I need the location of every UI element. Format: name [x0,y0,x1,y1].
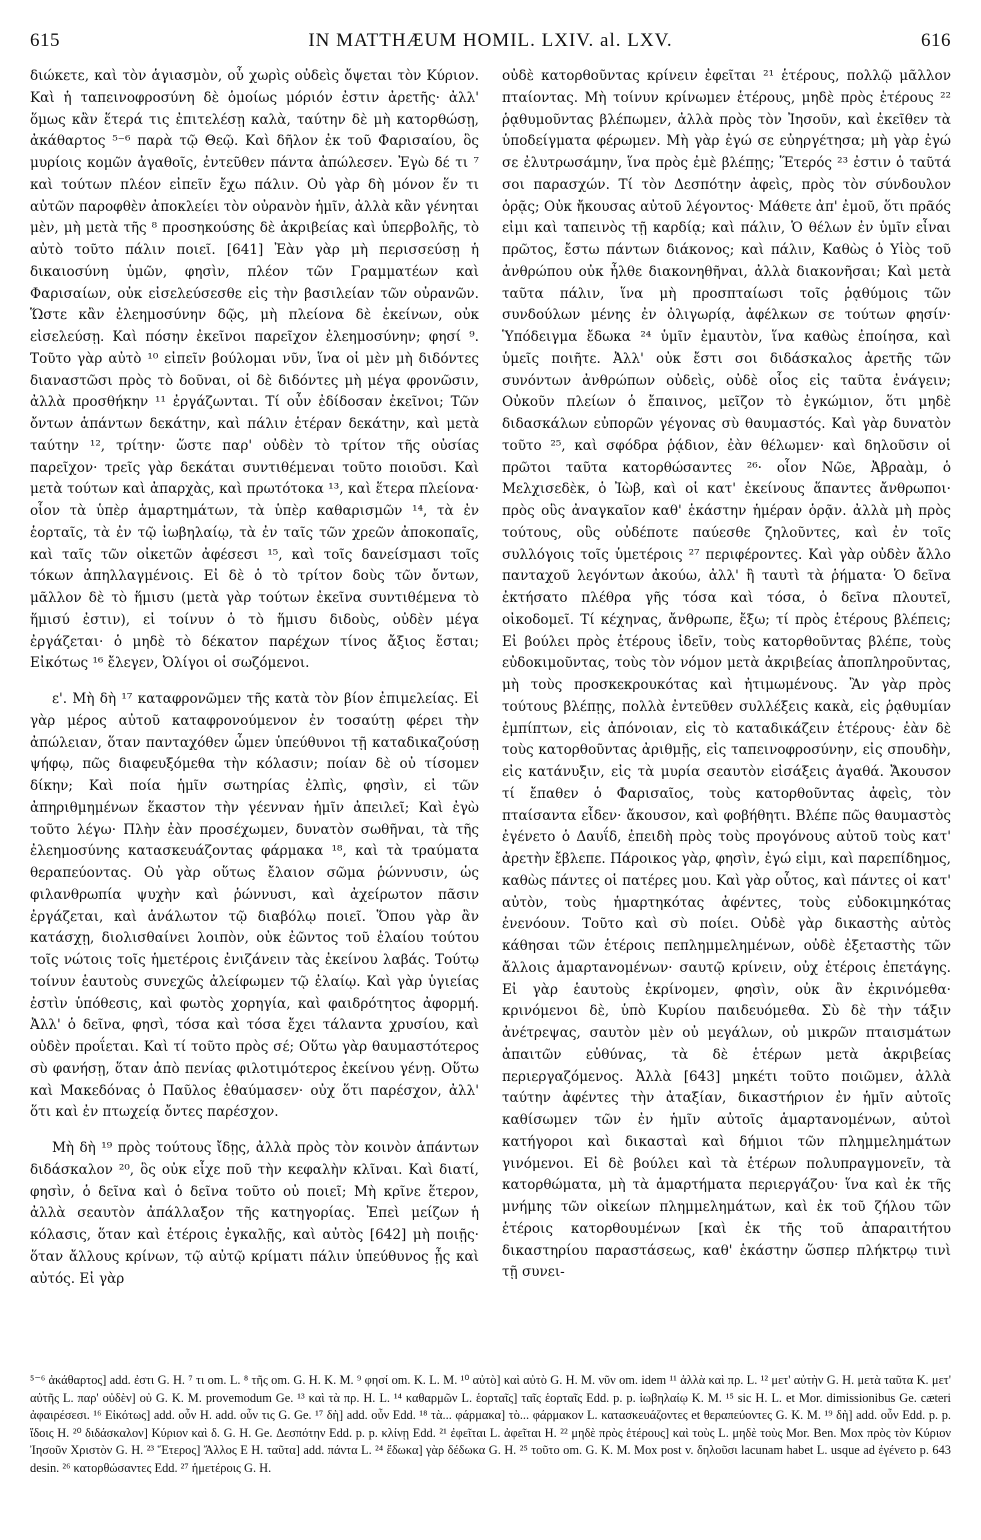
left-paragraph-1: διώκετε, καὶ τὸν ἁγιασμὸν, οὗ χωρὶς οὐδεὶς ὄψεται τὸν Κύριον. Καὶ ἡ ταπεινοφροσύνη δὲ ὁμοίως μόριόν ἐστιν ἀρετῆς· ἀλλ' ὅμως κἂν ἕτερά τις ἐπιτελέσῃ καλὰ, ταύτην δὲ μὴ κατορθώσῃ, ἀκάθαρτος ⁵⁻⁶ παρὰ τῷ Θεῷ. Καὶ δῆλον ἐκ τοῦ Φαρισαίου, ὃς μυρίοις κομῶν ἀγαθοῖς, ἐντεῦθεν πάντα ἀπώλεσεν. Ἐγὼ δέ τι ⁷ καὶ τούτων πλέον εἰπεῖν ἔχω πάλιν. Οὐ γὰρ δὴ μόνον ἕν τι αὐτῶν παροφθὲν ἀποκλείει τὸν οὐρανὸν ἡμῖν, ἀλλὰ κἂν γένηται μὲν, μὴ μετὰ τῆς ⁸ προσηκούσης δὲ ἀκριβείας καὶ ὑπερβολῆς, τὸ αὐτὸ τοῦτο πάλιν ποιεῖ. [641] Ἐὰν γὰρ μὴ περισσεύσῃ ἡ δικαιοσύνη ὑμῶν, φησὶν, πλέον τῶν Γραμματέων καὶ Φαρισαίων, οὐκ εἰσελεύσεσθε εἰς τὴν βασιλείαν τῶν οὐρανῶν. Ὥστε κἂν ἐλεημοσύνην δῷς, μὴ πλείονα δὲ ἐκείνων, οὐκ εἰσελεύσῃ. Καὶ πόσην ἐκεῖνοι παρεῖχον ἐλεημοσύνην; φησί ⁹. Τοῦτο γὰρ αὐτὸ ¹⁰ εἰπεῖν βούλομαι νῦν, ἵνα οἱ μὲν μὴ διδόντες διαναστῶσι πρὸς τὸ δοῦναι, οἱ δὲ διδόντες μὴ μέγα φρονῶσιν, ἀλλὰ προσθήκην ¹¹ ἐργάζωνται. Τί οὖν ἐδίδοσαν ἐκεῖνοι; Τῶν ὄντων ἁπάντων δεκάτην, καὶ πάλιν ἑτέραν δεκάτην, καὶ μετὰ ταύτην ¹², τρίτην· ὥστε παρ' οὐδὲν τὸ τρίτον τῆς οὐσίας παρεῖχον· τρεῖς γὰρ δεκάται συντιθέμεναι τοῦτο ποιοῦσι. Καὶ μετὰ τούτων καὶ ἀπαρχὰς, καὶ πρωτότοκα ¹³, καὶ ἕτερα πλείονα· οἷον τὰ ὑπὲρ ἁμαρτημάτων, τὰ ὑπὲρ καθαρισμῶν ¹⁴, τὰ ἐν ἑορταῖς, τὰ ἐν τῷ ἰωβηλαίῳ, τὰ ἐν ταῖς τῶν χρεῶν ἀποκοπαῖς, καὶ ταῖς τῶν οἰκετῶν ἀφέσεσι ¹⁵, καὶ τοῖς δανείσμασι τοῖς τόκων ἀπηλλαγμένοις. Εἰ δὲ ὁ τὸ τρίτον δοὺς τῶν ὄντων, μᾶλλον δὲ τὸ ἥμισυ (μετὰ γὰρ τούτων ἐκεῖνα συντιθέμενα τὸ ἥμισύ ἐστιν), εἰ τοίνυν ὁ τὸ ἥμισυ διδοὺς, οὐδὲν μέγα ἐργάζεται· ὁ μηδὲ τὸ δέκατον παρέχων τίνος ἄξιος ἔσται; Εἰκότως ¹⁶ ἔλεγεν, Ὀλίγοι οἱ σωζόμενοι. [30,68,479,672]
left-paragraph-3: Μὴ δὴ ¹⁹ πρὸς τούτους ἴδῃς, ἀλλὰ πρὸς τὸν κοινὸν ἁπάντων διδάσκαλον ²⁰, ὃς οὐκ εἶχε ποῦ τὴν κεφαλὴν κλῖναι. Καὶ διατί, φησὶν, ὁ δεῖνα καὶ ὁ δεῖνα τοῦτο οὐ ποιεῖ; Μὴ κρῖνε ἕτερον, ἀλλὰ σεαυτὸν ἀπάλλαξον τῆς κατηγορίας. Ἐπεὶ μείζων ἡ κόλασις, ὅταν καὶ ἑτέροις ἐγκαλῇς, καὶ αὐτὸς [642] μὴ ποιῇς· ὅταν ἄλλους κρίνων, τῷ αὐτῷ κρίματι πάλιν ὑπεύθυνος ᾖς καὶ αὐτός. Εἰ γὰρ [30,1140,479,1287]
left-column [30,66,479,1371]
running-head [30,30,951,56]
right-column [502,66,951,1371]
page-number-left: 615 [30,30,60,51]
running-title: IN MATTHÆUM HOMIL. LXIV. al. LXV. [308,30,673,51]
page-number-right: 616 [921,30,951,51]
left-paragraph-2: ε'. Μὴ δὴ ¹⁷ καταφρονῶμεν τῆς κατὰ τὸν βίον ἐπιμελείας. Εἰ γὰρ μέρος αὐτοῦ καταφρονούμενον ἐν τοσαύτῃ φέρει τὴν ἀπώλειαν, ὅταν πανταχόθεν ὦμεν ὑπεύθυνοι τῇ καταδικαζούσῃ ψήφῳ, πῶς διαφευξόμεθα τὴν κόλασιν; ποίαν δὲ οὐ τίσομεν δίκην; Καὶ ποία ἡμῖν σωτηρίας ἐλπὶς, φησὶν, εἰ τῶν ἀπηριθμημένων ἕκαστον τὴν γέενναν ἡμῖν ἀπειλεῖ; Καὶ ἐγὼ τοῦτο λέγω· Πλὴν ἐὰν προσέχωμεν, δυνατὸν σωθῆναι, τὰ τῆς ἐλεημοσύνης κατασκευάζοντας φάρμακα ¹⁸, καὶ τὰ τραύματα θεραπεύοντας. Οὐ γὰρ οὕτως ἔλαιον σῶμα ῥώννυσιν, ὡς φιλανθρωπία ψυχὴν καὶ ῥώννυσι, καὶ ἀχείρωτον πᾶσιν ἐργάζεται, καὶ ἁνάλωτον τῷ διαβόλῳ ποιεῖ. Ὅπου γὰρ ἂν κατάσχῃ, διολισθαίνει λοιπὸν, οὐκ ἐῶντος τοῦ ἐλαίου τούτου τοῖς νώτοις τοῖς ἡμετέροις ἐνιζάνειν τὰς ἐκείνου λαβάς. Τούτῳ τοίνυν ἑαυτοὺς συνεχῶς ἀλείφωμεν τῷ ἐλαίῳ. Καὶ γὰρ ὑγιείας ἐστὶν ὑπόθεσις, καὶ φωτὸς χορηγία, καὶ φαιδρότητος ἀφορμή. Ἀλλ' ὁ δεῖνα, φησὶ, τόσα καὶ τόσα ἔχει τάλαντα χρυσίου, καὶ οὐδὲν προΐεται. Καὶ τί τοῦτο πρὸς σέ; Οὕτω γὰρ θαυμαστότερος σὺ φανήσῃ, ὅταν ἀπὸ πενίας φιλοτιμότερος ἐκείνου γένῃ. Οὕτω καὶ Μακεδόνας ὁ Παῦλος ἐθαύμασεν· οὐχ ὅτι παρέσχον, ἀλλ' ὅτι καὶ ἐν πτωχείᾳ ὄντες παρέσχον. [30,691,479,1121]
footnotes [30,1372,951,1532]
right-paragraph-1: οὐδὲ κατορθοῦντας κρίνειν ἐφεῖται ²¹ ἑτέρους, πολλῷ μᾶλλον πταίοντας. Μὴ τοίνυν κρίνωμεν ἑτέρους, μηδὲ πρὸς ἑτέρους ²² ῥᾳθυμοῦντας βλέπωμεν, ἀλλὰ πρὸς τὸν Ἰησοῦν, καὶ ἐκεῖθεν τὰ ὑποδείγματα φέρωμεν. Μὴ γὰρ ἐγώ σε εὐηργέτησα; μὴ γὰρ ἐγώ σε ἐλυτρωσάμην, ἵνα πρὸς ἐμὲ βλέπῃς; Ἕτερός ²³ ἐστιν ὁ ταῦτά σοι παρασχών. Τί τὸν Δεσπότην ἀφεὶς, πρὸς τὸν σύνδουλον ὁρᾷς; Οὐκ ἤκουσας αὐτοῦ λέγοντος· Μάθετε ἀπ' ἐμοῦ, ὅτι πρᾶός εἰμι καὶ ταπεινὸς τῇ καρδίᾳ; καὶ πάλιν, Ὁ θέλων ἐν ὑμῖν εἶναι πρῶτος, ἔστω πάντων διάκονος; καὶ πάλιν, Καθὼς ὁ Υἱὸς τοῦ ἀνθρώπου οὐκ ἦλθε διακονηθῆναι, ἀλλὰ διακονῆσαι; Καὶ μετὰ ταῦτα πάλιν, ἵνα μὴ προσπταίωσι τοῖς ῥᾳθύμοις τῶν συνδούλων μένης ἐν ὀλιγωρίᾳ, ἀφέλκων σε τούτων φησίν· Ὑπόδειγμα ἔδωκα ²⁴ ὑμῖν ἐμαυτὸν, ἵνα καθὼς ἐποίησα, καὶ ὑμεῖς ποιῆτε. Ἀλλ' οὐκ ἔστι σοι διδάσκαλος ἀρετῆς τῶν συνόντων ἀνθρώπων οὐδεὶς, οὐδὲ οἷος εἰς ταῦτα ἐνάγειν; Οὐκοῦν πλείων ὁ ἔπαινος, μεῖζον τὸ ἐγκώμιον, ὅτι μηδὲ διδασκάλων εὐπορῶν γέγονας σὺ θαυμαστός. Καὶ γὰρ δυνατὸν τοῦτο ²⁵, καὶ σφόδρα ῥᾴδιον, ἐὰν θέλωμεν· καὶ δηλοῦσιν οἱ πρῶτοι ταῦτα κατορθώσαντες ²⁶· οἷον Νῶε, Ἀβραὰμ, ὁ Μελχισεδὲκ, ὁ Ἰὼβ, καὶ οἱ κατ' ἐκείνους ἅπαντες ἄνθρωποι· πρὸς οὓς ἀναγκαῖον καθ' ἑκάστην ἡμέραν ὁρᾷν. ἀλλὰ μὴ πρὸς τούτους, οὓς οὐδέποτε παύεσθε ζηλοῦντες, καὶ ἐν τοῖς συλλόγοις τοῖς ὑμετέροις ²⁷ περιφέροντες. Καὶ γὰρ οὐδὲν ἄλλο πανταχοῦ λεγόντων ἀκούω, ἀλλ' ἢ ταυτὶ τὰ ῥήματα· Ὁ δεῖνα ἐκτήσατο πλέθρα γῆς τόσα καὶ τόσα, ὁ δεῖνα πλουτεῖ, οἰκοδομεῖ. Τί κέχηνας, ἄνθρωπε, ἔξω; τί πρὸς ἑτέρους βλέπεις; Εἰ βούλει πρὸς ἑτέρους ἰδεῖν, τοὺς κατορθοῦντας βλέπε, τοὺς εὐδοκιμοῦντας, τοὺς τὸν νόμον μετὰ ἀκριβείας ἀποπληροῦντας, μὴ τοὺς προσκεκρουκότας καὶ ἠτιμωμένους. Ἂν γὰρ πρὸς τούτους βλέπῃς, πολλὰ ἐντεῦθεν συλλέξεις κακὰ, εἰς ῥᾳθυμίαν ἐμπίπτων, εἰς ἀπόνοιαν, εἰς τὸ καταδικάζειν ἑτέρους· ἐὰν δὲ τοὺς κατορθοῦντας ἀριθμῇς, εἰς ταπεινοφροσύνην, εἰς σπουδὴν, εἰς κατάνυξιν, εἰς τὰ μυρία σεαυτὸν εἰσάξεις ἀγαθά. Ἄκουσον τί ἔπαθεν ὁ Φαρισαῖος, τοὺς κατορθοῦντας ἀφεὶς, τὸν πταίσαντα εἶδεν· ἄκουσον, καὶ φοβήθητι. Βλέπε πῶς θαυμαστὸς ἐγένετο ὁ Δαυΐδ, ἐπειδὴ πρὸς τοὺς προγόνους αὐτοῦ τοὺς κατ' ἀρετὴν ἔβλεπε. Πάροικος γὰρ, φησὶν, ἐγώ εἰμι, καὶ παρεπίδημος, καθὼς πάντες οἱ πατέρες μου. Καὶ γὰρ οὗτος, καὶ πάντες οἱ κατ' αὐτὸν, τοὺς ἡμαρτηκότας ἀφέντες, τοὺς εὐδοκιμηκότας ἐνενόουν. Τοῦτο καὶ σὺ ποίει. Οὐδὲ γὰρ δικαστὴς αὐτὸς κάθησαι τῶν ἑτέροις πεπλημμελημένων, οὐδὲ ἐξεταστὴς τῶν ἄλλοις ἁμαρτανομένων· σαυτῷ κρίνειν, οὐχ ἑτέροις ἐπετάγης. Εἰ γὰρ ἑαυτοὺς ἐκρίνομεν, φησὶν, οὐκ ἂν ἐκρινόμεθα· κρινόμενοι δὲ, ὑπὸ Κυρίου παιδευόμεθα. Σὺ δὲ τὴν τάξιν ἀνέτρεψας, σαυτὸν μὲν οὐ μεγάλων, οὐ μικρῶν πταισμάτων ἀπαιτῶν εὐθύνας, τὰ δὲ ἑτέρων μετὰ ἀκριβείας περιεργαζόμενος. Ἀλλὰ [643] μηκέτι τοῦτο ποιῶμεν, ἀλλὰ ταύτην ἀφέντες τὴν ἀταξίαν, δικαστήριον ἐν ἡμῖν αὐτοῖς καθίσωμεν τῶν ἐν ἡμῖν αὐτοῖς ἁμαρτανομένων, αὐτοὶ κατήγοροι καὶ δικασταὶ καὶ δήμιοι τῶν πλημμελημάτων γινόμενοι. Εἰ δὲ βούλει καὶ τὰ ἑτέρων πολυπραγμονεῖν, τὰ κατορθώματα, μὴ τὰ ἁμαρτήματα περιεργάζου· ἵνα καὶ ἐκ τῆς μνήμης τῶν οἰκείων πλημμελημάτων, καὶ ἐκ τοῦ ζήλου τῶν ἑτέροις κατορθουμένων [καὶ ἐκ τῆς τοῦ ἀπαραιτήτου δικαστηρίου παραστάσεως, καθ' ἑκάστην ὥσπερ πλήκτρῳ τινὶ τῇ συνει- [502,68,951,1281]
footnotes-text: ⁵⁻⁶ ἀκάθαρτος] add. ἐστι G. H. ⁷ τι om. L. ⁸ τῆς om. G. H. K. M. ⁹ φησί om. K. L. M. ¹⁰ αὐτὸ] καὶ αὐτὸ G. H. M. νῦν om. idem ¹¹ ἀλλὰ καὶ πρ. L. ¹² μετ' αὐτὴν G. H. μετὰ ταῦτα K. μετ' αὐτῆς L. παρ' οὐδὲν] οὐ G. K. M. provemodum Ge. ¹³ καὶ τὰ πρ. H. L. ¹⁴ καθαρμῶν L. ἑορταῖς] ταῖς ἑορταῖς Edd. p. p. ἰωβηλαίῳ K. M. ¹⁵ sic H. L. et Mor. dimissionibus Ge. cæteri ἀφαιρέσεσι. ¹⁶ Εἰκότως] add. οὖν H. add. οὖν τις G. Ge. ¹⁷ δὴ] add. οὖν Edd. ¹⁸ τὰ... φάρμακα] τὸ... φάρμακον L. κατασκευάζοντες et θεραπεύοντες G. K. M. ¹⁹ δὴ] add. οὖν Edd. p. p. ἴδοις H. ²⁰ διδάσκαλον] Κύριον καὶ δ. G. H. Ge. Δεσπότην Edd. p. p. κλίνῃ Edd. ²¹ ἐφεῖται L. ἀφεῖται H. ²² μηδὲ πρὸς ἑτέρους] καὶ τοὺς L. μηδὲ τοὺς Mor. Ben. Mox πρὸς τὸν Κύριον Ἰησοῦν Χριστὸν G. H. ²³ Ἕτερος] Ἄλλος E H. ταῦτα] add. πάντα L. ²⁴ ἔδωκα] γὰρ δέδωκα G. H. ²⁵ τοῦτο om. G. K. M. Mox post v. δηλοῦσι lacunam habet L. usque ad ἐγένετο p. 643 desin. ²⁶ κατορθώσαντες Edd. ²⁷ ἡμετέροις G. H. [30,1373,951,1475]
